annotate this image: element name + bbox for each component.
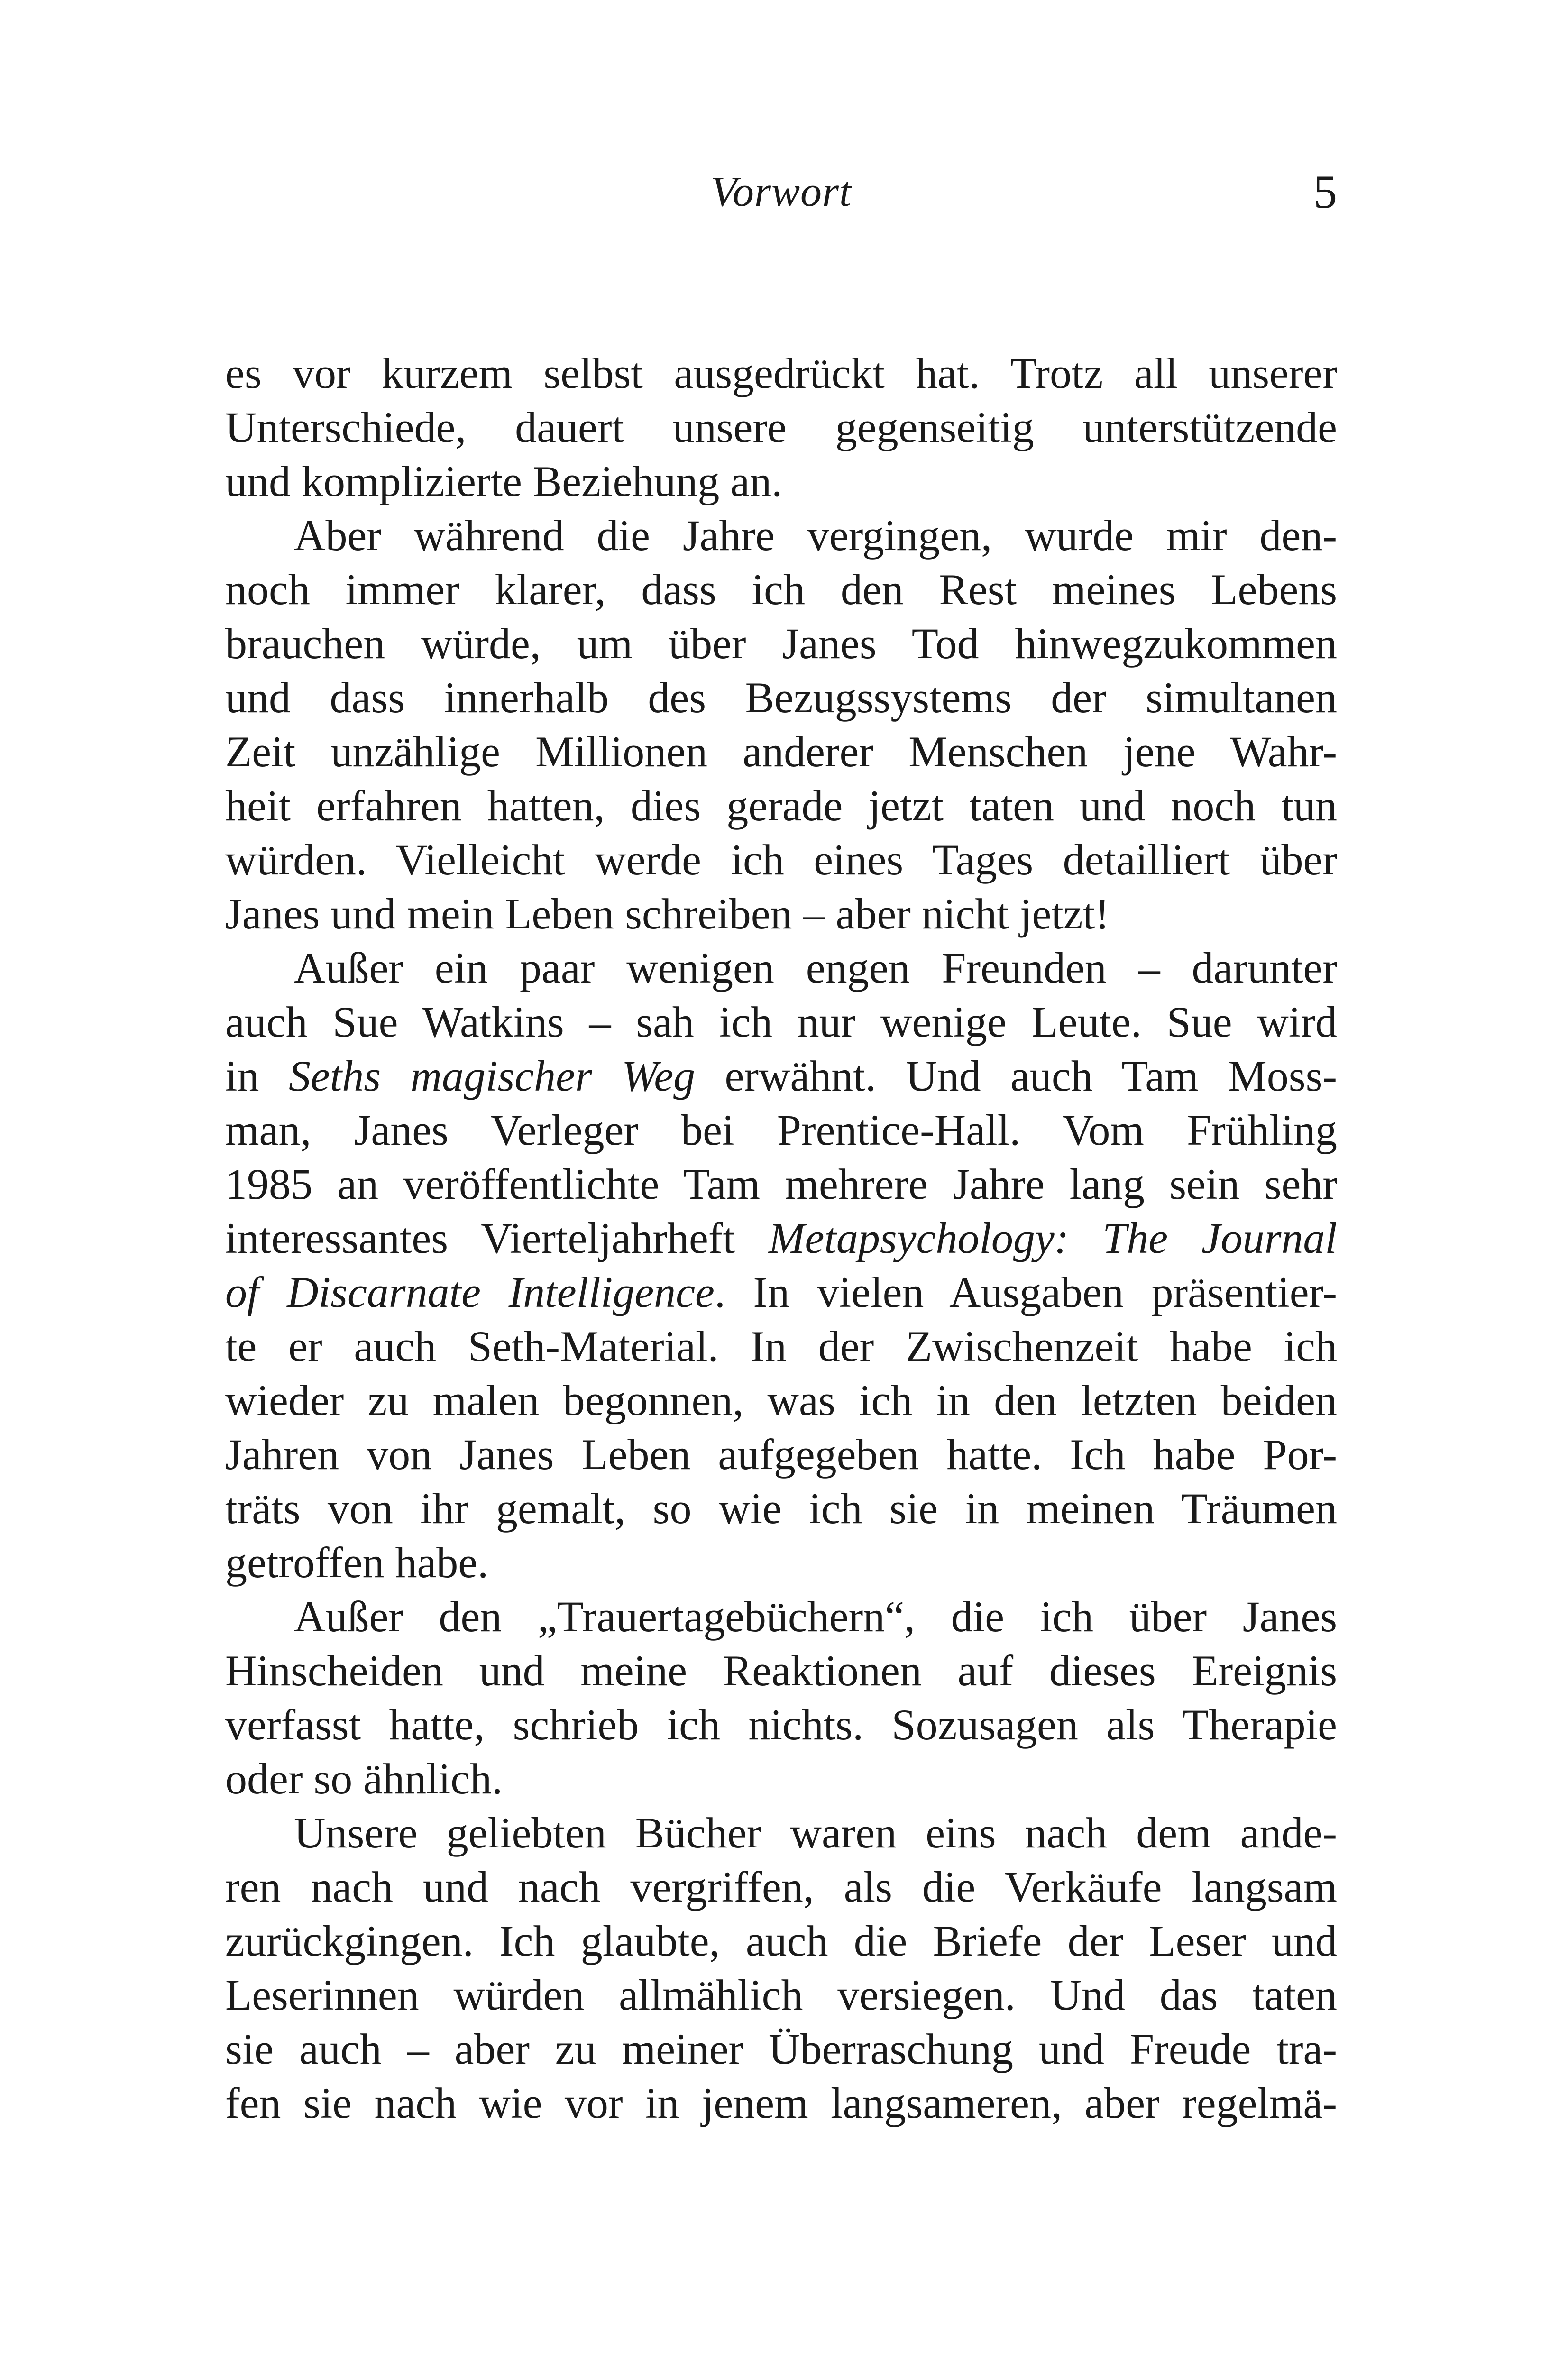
line-text: Unterschiede, dauert unsere gegenseitig unterstützende [225, 403, 1337, 451]
text-line [225, 1860, 1337, 1914]
text-line [225, 1914, 1337, 1968]
text-line [225, 454, 1337, 508]
running-header [225, 161, 1337, 223]
line-text: Außer den „Trauertagebüchern“, die ich über Janes [294, 1592, 1337, 1641]
line-text: sie auch – aber zu meiner Überraschung und Freude tra- [225, 2025, 1337, 2073]
paragraph [225, 1806, 1337, 2130]
text-line [225, 887, 1337, 941]
italic-title-text: of Discarnate Intelligence [225, 1268, 715, 1316]
text-line [225, 1644, 1337, 1698]
line-text: fen sie nach wie vor in jenem langsameren, aber regelmä- [225, 2079, 1337, 2127]
text-line [225, 346, 1337, 400]
line-text: 1985 an veröffentlichte Tam mehrere Jahre lang sein sehr [225, 1160, 1337, 1208]
text-line [225, 2022, 1337, 2076]
text-line [225, 1698, 1337, 1752]
line-text: interessantes Vierteljahrheft [225, 1214, 769, 1262]
line-text: Unsere geliebten Bücher waren eins nach dem ande- [294, 1809, 1337, 1857]
line-text: würden. Vielleicht werde ich eines Tages detailliert über [225, 836, 1337, 884]
italic-title-text: Seths magischer Weg [288, 1052, 696, 1100]
text-line [225, 671, 1337, 725]
text-line [225, 1968, 1337, 2022]
text-line [225, 995, 1337, 1049]
line-text: in [225, 1052, 289, 1100]
running-title: Vorwort [710, 168, 852, 215]
line-text: brauchen würde, um über Janes Tod hinwegzukommen [225, 619, 1337, 668]
line-text: heit erfahren hatten, dies gerade jetzt taten und noch tun [225, 781, 1337, 830]
line-text: wieder zu malen begonnen, was ich in den letzten beiden [225, 1376, 1337, 1424]
line-text: . In vielen Ausgaben präsentier- [714, 1268, 1337, 1316]
text-line [225, 1535, 1337, 1590]
line-text: auch Sue Watkins – sah ich nur wenige Leute. Sue wird [225, 998, 1337, 1046]
text-line [225, 616, 1337, 671]
text-line [225, 1319, 1337, 1373]
line-text: erwähnt. Und auch Tam Moss- [695, 1052, 1338, 1100]
line-text: te er auch Seth-Material. In der Zwischenzeit habe ich [225, 1322, 1337, 1370]
text-line [225, 1265, 1337, 1319]
line-text: Aber während die Jahre vergingen, wurde mir den- [294, 511, 1337, 560]
line-text: Janes und mein Leben schreiben – aber nicht jetzt! [225, 890, 1110, 938]
text-line [225, 833, 1337, 887]
text-line [225, 400, 1337, 454]
line-text: getroffen habe. [225, 1538, 489, 1587]
line-text: Hinscheiden und meine Reaktionen auf dieses Ereignis [225, 1646, 1337, 1695]
text-line [225, 779, 1337, 833]
text-line [225, 1211, 1337, 1265]
text-line [225, 1049, 1337, 1103]
text-line [225, 2076, 1337, 2130]
line-text: und komplizierte Beziehung an. [225, 457, 783, 505]
line-text: Leserinnen würden allmählich versiegen. Und das taten [225, 1971, 1337, 2019]
line-text: und dass innerhalb des Bezugssystems der simultanen [225, 673, 1337, 722]
line-text: Jahren von Janes Leben aufgegeben hatte. Ich habe Por- [225, 1430, 1337, 1479]
line-text: zurückgingen. Ich glaubte, auch die Briefe der Leser und [225, 1917, 1337, 1965]
line-text: Zeit unzählige Millionen anderer Menschen jene Wahr- [225, 727, 1337, 776]
text-line [225, 1481, 1337, 1535]
page-number: 5 [1313, 165, 1337, 218]
line-text: Außer ein paar wenigen engen Freunden – darunter [294, 944, 1337, 992]
paragraph [225, 941, 1337, 1590]
text-line [225, 725, 1337, 779]
paragraph [225, 1590, 1337, 1806]
text-line [225, 1590, 1337, 1644]
text-line [225, 1806, 1337, 1860]
paragraph [225, 508, 1337, 941]
text-line [225, 941, 1337, 995]
text-line [225, 1157, 1337, 1211]
text-line [225, 1427, 1337, 1481]
text-line [225, 1373, 1337, 1427]
line-text: es vor kurzem selbst ausgedrückt hat. Trotz all unserer [225, 349, 1337, 397]
text-line [225, 1752, 1337, 1806]
line-text: noch immer klarer, dass ich den Rest meines Lebens [225, 565, 1337, 614]
body-text [225, 346, 1337, 2130]
text-line [225, 1103, 1337, 1157]
text-line [225, 508, 1337, 562]
line-text: träts von ihr gemalt, so wie ich sie in meinen Träumen [225, 1484, 1337, 1533]
text-line [225, 562, 1337, 616]
line-text: ren nach und nach vergriffen, als die Verkäufe langsam [225, 1863, 1337, 1911]
paragraph [225, 346, 1337, 508]
line-text: verfasst hatte, schrieb ich nichts. Sozusagen als Therapie [225, 1700, 1337, 1749]
line-text: oder so ähnlich. [225, 1755, 503, 1803]
line-text: man, Janes Verleger bei Prentice-Hall. Vom Frühling [225, 1106, 1337, 1154]
italic-title-text: Metapsychology: The Journal [768, 1214, 1337, 1262]
